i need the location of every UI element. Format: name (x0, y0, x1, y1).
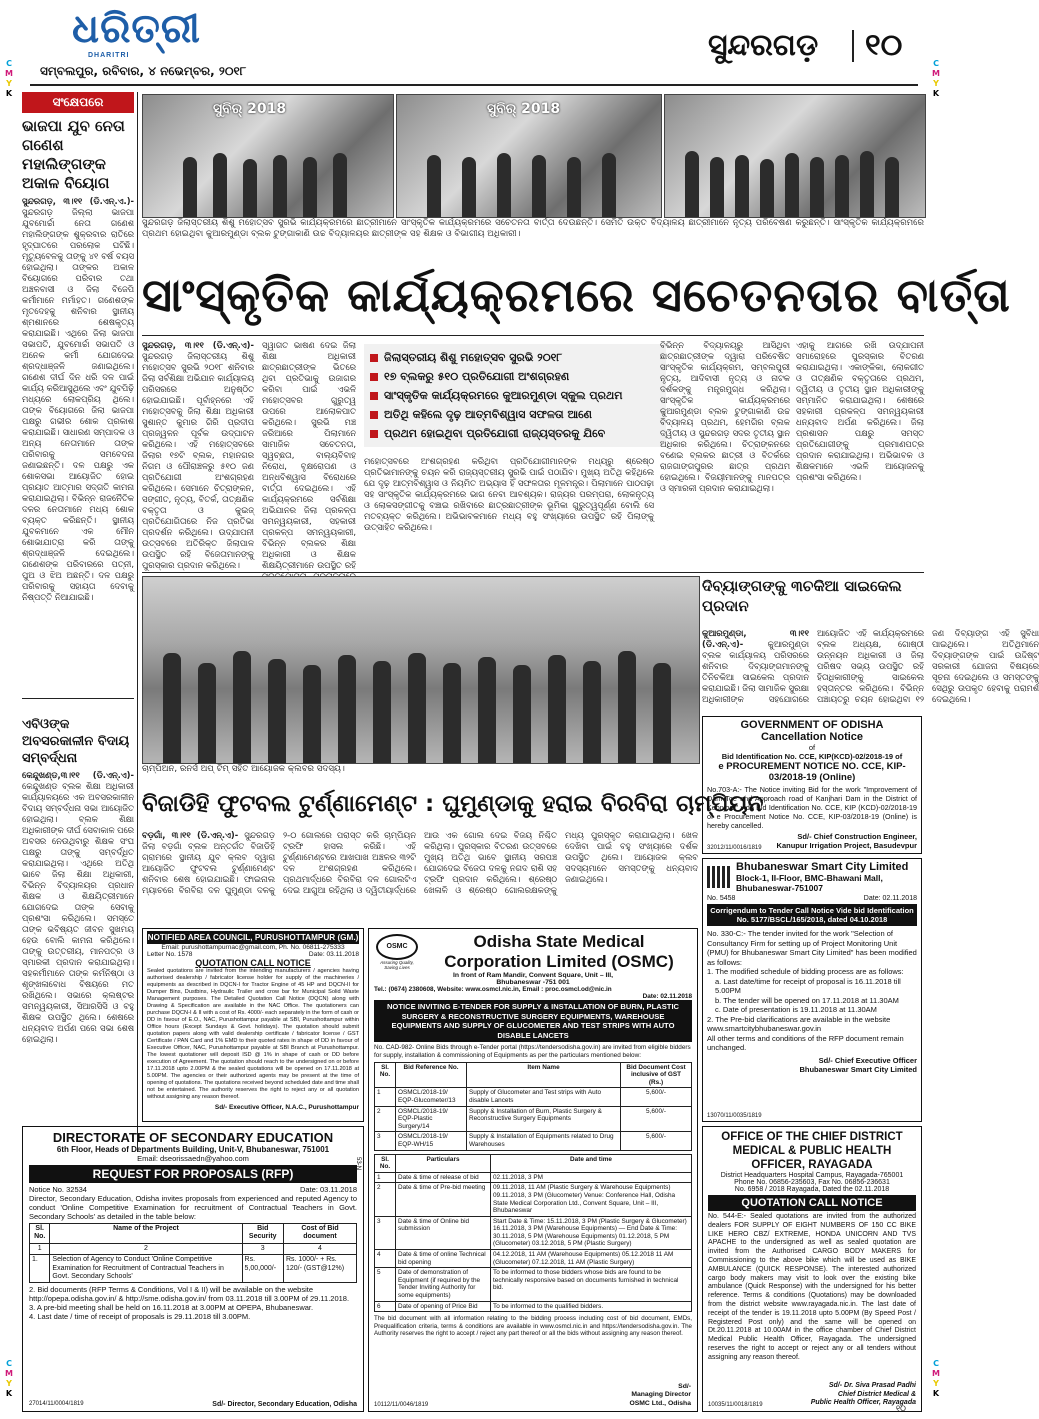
cdmo-signature: Sd/- Dr. Siva Prasad Padhi (828, 1382, 916, 1390)
osmc-items-table (374, 1062, 692, 1151)
cycle-text: କୁଆରମୁଣ୍ଡା ବ୍ଲକ କାର୍ଯ୍ୟାଳୟ ପରିସରରେ ଶନିବାର ଦିବ୍ୟାଙ୍ଗମାନଙ୍କୁ ତିନିଚକିଆ ସାଇକେଲ ପ୍ରଦାନ କରାଯାଇଛି। ଜିଲା ସାମାଜିକ ସୁରକ୍ଷା ଅଧିକାରୀଙ୍କ ସହଯୋଗରେ ଆୟୋଜିତ ଏହି କାର୍ଯ୍ୟକ୍ରମରେ ବ୍ଲକ ଅଧ୍ୟକ୍ଷ, ଗୋଷ୍ଠୀ ଉନ୍ନୟନ ଅଧିକାରୀ ଓ ଜିଲା ପରିଷଦ ସଭ୍ୟ ଉପସ୍ଥିତ ରହି ହିତାଧିକାରୀଙ୍କୁ ସାଇକେଲ ହସ୍ତାନ୍ତର କରିଥିଲେ। ବିଭିନ୍ନ ପଞ୍ଚାୟତରୁ ଚୟନ ହୋଇଥିବା ୧୨ ଜଣ ଦିବ୍ୟାଙ୍ଗ ଏହି ସୁବିଧା ପାଇଥିଲେ। ଅତିଥିମାନେ ଦିବ୍ୟାଙ୍ଗଙ୍କ ପାଇଁ ଉଦ୍ଦିଷ୍ଟ ସରକାରୀ ଯୋଜନା ବିଷୟରେ ସୂଚନା ଦେଇଥିଲେ ଓ ସମସ୍ତଙ୍କୁ ସେଥିରୁ ଉପକୃତ ହେବାକୁ ପରାମର୍ଶ ଦେଇଥିଲେ। (702, 628, 1039, 704)
osmc-cell: 1 (375, 1088, 396, 1106)
dse-colnum: 4 (283, 1243, 356, 1254)
brief-tag: ସଂକ୍ଷେପରେ (22, 92, 134, 113)
reg-k-left: K (5, 89, 13, 98)
osmc-title-2: Corporation Limited (OSMC) (444, 952, 674, 971)
brief-story2-dateline: କେନ୍ଦୁଖଣ୍ଡ,୩।୧୧ (ଡି.ଏନ୍.ଏ)- (22, 770, 134, 780)
reg-y-bottom-right: Y (933, 1379, 939, 1388)
brief-column (22, 92, 134, 1152)
dse-colnum: 2 (50, 1243, 242, 1254)
smart-city-addr-2: Bhubaneswar-751007 (736, 883, 823, 893)
osmc-schedule-row (375, 1250, 692, 1268)
osmc-th: Bid Reference No. (396, 1062, 467, 1088)
lead-col-5: ବିଭିନ୍ନ ବିଦ୍ୟାଳୟରୁ ଆସିଥିବା ଛାତ୍ରଛାତ୍ରୀଙ୍କ ଦ୍ୱାରା ପରିବେଷିତ ସାଂସ୍କୃତିକ କାର୍ଯ୍ୟକ୍ରମ, ସମ୍ବଲପୁରୀ ନୃତ୍ୟ, ଆଦିବାସୀ ନୃତ୍ୟ ଓ ନାଟକ ଦର୍ଶକଙ୍କୁ ମନ୍ତ୍ରମୁଗ୍ଧ କରିଥିଲା। ସାଂସ୍କୃତିକ କାର୍ଯ୍ୟକ୍ରମରେ କୁଆରମୁଣ୍ଡା ବ୍ଲକ ଟୁଙ୍ଗାକାଣି ଉଚ୍ଚ ବିଦ୍ୟାଳୟ ପ୍ରଥମ, ହେମଗିର ବ୍ଲକ ଦ୍ୱିତୀୟ ଓ ସୁନ୍ଦରଗଡ଼ ସଦର ତୃତୀୟ ସ୍ଥାନ ଅଧିକାର କରିଥିଲେ। ଚିତ୍ରାଙ୍କନରେ ବଣେଇ ବ୍ଲକର ଛାତ୍ରୀ ଓ ବିତର୍କରେ ରାଜଗାଙ୍ଗପୁରର ଛାତ୍ର ପ୍ରଥମ ହୋଇଥିଲେ। ବିଜୟୀମାନଙ୍କୁ ମାନପତ୍ର ଓ ସ୍ମାରକୀ ପ୍ରଦାନ କରାଯାଇଥିଲା। (660, 340, 790, 493)
ad-secondary-education (22, 1126, 364, 1412)
cycle-body (702, 628, 1039, 714)
lead-highlights (364, 344, 666, 447)
ad-osmc (368, 928, 698, 1412)
dse-code: 27014/11/0004/1819 (29, 1401, 84, 1407)
dse-cell: Rs. 5,00,000/- (242, 1255, 283, 1283)
dse-signature: Sd/- Director, Secondary Education, Odisha (212, 1401, 357, 1408)
cdmo-title: OFFICE OF THE CHIEF DISTRICT MEDICAL & PUBLIC HEALTH OFFICER, RAYAGADA (721, 1131, 903, 1171)
football-headline: ବିଜାଡିହି ଫୁଟବଲ ଟୁର୍ଣ୍ଣାମେଣ୍ଟ : ଘୁମୁଣ୍ଡାକୁ ହରାଇ ବିରବିରା ଚାମ୍ପିୟନ (142, 791, 764, 817)
osmc-cell: 3 (375, 1216, 396, 1249)
dse-point: 2. Bid documents (RFP Terms & Conditions, Vol I & II) will be available on the website http://opepa.odisha.gov.in/ & http://sme.odisha.gov.in/ from 03.11.2018 till 3.00PM of 29.11.2018. (29, 1285, 350, 1304)
osmc-th: Particulars (396, 1154, 491, 1172)
osmc-th: Bid Document Cost inclusive of GST (Rs.) (621, 1062, 692, 1088)
cancel-body: No.703-A:- The Notice inviting Bid for the work "Improvement of Dam Toe and Approach road of Kanjhari Dam in the District of Keonjhar" vide Bid Identification No. CCE, KIP (KCD)-02/2018-19 of e Procurement Notice No. CCE, KIP-03/2018-19 (Online) is hereby cancelled. (707, 785, 917, 830)
smart-city-addr-1: Block-1, II-Floor, BMC-Bhawani Mall, (736, 873, 883, 883)
osmc-item-row (375, 1106, 692, 1132)
cancel-title: GOVERNMENT OF ODISHA (740, 719, 884, 731)
cdmo-signature-3: Public Health Officer, Rayagada (810, 1399, 916, 1407)
osmc-cell: Date & time of online Technical bid opening (396, 1250, 491, 1268)
nac-notice-title: QUOTATION CALL NOTICE (195, 958, 311, 968)
cancel-signature: Sd/- Chief Construction Engineer, (797, 832, 917, 841)
football-dateline: ବଡ଼ଗାଁ, ୩।୧୧ (ଡି.ଏନ୍.ଏ)- (142, 830, 239, 840)
smart-city-item: a. Last date/time for receipt of proposal is 16.11.2018 till 5.00PM (715, 976, 901, 995)
top-photo-caption: ସୁନ୍ଦରଗଡ଼ ଜିଲାସ୍ତରୀୟ ଶିଶୁ ମହୋତ୍ସବ ସୁରଭି କାର୍ଯ୍ୟକ୍ରମରେ ଛାତ୍ରୀମାନେ ସାଂସ୍କୃତିକ କାର୍ଯ୍ୟକ୍ରମରେ ସଚେତନତା ବାର୍ତ୍ତା ଦେଉଛନ୍ତି। ସେମିତି ଉକ୍ତ ବିଦ୍ୟାଳୟ ଛାତ୍ରୀମାନେ ନୃତ୍ୟ ପରିବେଷଣ କରୁଛନ୍ତି। ସାଂସ୍କୃତିକ କାର୍ଯ୍ୟକ୍ରମରେ ପ୍ରଥମ ହୋଇଥିବା କୁଆରମୁଣ୍ଡା ବ୍ଲକ ଟୁଙ୍ଗାକାଣି ଉଚ୍ଚ ବିଦ୍ୟାଳୟର ଛାତ୍ରୀଙ୍କ ସହ ଶିକ୍ଷକ ଓ ବିଭାଗୀୟ ଅଧିକାରୀ। (142, 218, 924, 239)
smart-city-no: No. 5458 (707, 895, 736, 902)
osmc-footer: The bid document with all information relating to the bidding process including cost of bid document, EMDs, Prequalification criteria, terms & conditions are available in www.osmcl.nic.in and https://tendersodisha.gov.in. The Authority reserves the right to accept / reject any part thereof or all the bids without assigning any reason thereof. (374, 1315, 692, 1338)
smart-city-item: 2. The Pre-bid clarifications are available in the website www.smartcitybhubaneswar.gov.in (707, 1014, 891, 1033)
osmc-cell: 5,600/- (621, 1088, 692, 1106)
page-number: ୧୦ (865, 28, 903, 63)
smart-city-item: 1. The modified schedule of bidding process are as follows: (707, 967, 904, 976)
osmc-cell: 4 (375, 1250, 396, 1268)
brief-column-rule (137, 92, 138, 1152)
osmc-item-row (375, 1132, 692, 1150)
cancel-subtitle: Cancellation Notice (760, 731, 864, 743)
osmc-cell: 3 (375, 1132, 396, 1150)
smart-city-item: c. Date of presentation is 19.11.2018 at 11.30AM (715, 1005, 877, 1014)
highlight-item (370, 405, 660, 424)
osmc-addr-1: In front of Ram Mandir, Convent Square, Unit – III, (452, 972, 614, 979)
osmc-cell: 02.11.2018, 3 PM (491, 1172, 692, 1183)
osmc-date: Date: 02.11.2018 (642, 993, 692, 1000)
reg-y-bottom-left: Y (6, 1379, 12, 1388)
osmc-cell: Date of opening of Price Bid (396, 1301, 491, 1312)
reg-y-left: Y (6, 79, 12, 88)
dse-cell: Selection of Agency to Conduct 'Online Competitive Examination for Recruitment of Contractual Teachers in Govt. Secondary Schools' (50, 1255, 242, 1283)
osmc-cell: Supply & Installation of Burn, Plastic Surgery & Reconstructive Surgery Equipments (467, 1106, 621, 1132)
dse-intro: Director, Secondary Education, Odisha invites proposals from experienced and reputed Agency to conduct 'Online Competitive Examination for recruitment of Contractual Teachers in Govt. Secondary Schools' as detailed in the table below: (29, 1194, 357, 1221)
osmc-cell: 2 (375, 1106, 396, 1132)
reg-m-left: M (5, 69, 13, 78)
cancel-of: of (808, 743, 816, 752)
reg-c-left: C (6, 59, 12, 68)
dse-rfp: REQUEST FOR PROPOSALS (RFP) (29, 1165, 357, 1183)
reg-c-right: C (933, 59, 939, 68)
cdmo-notice: QUOTATION CALL NOTICE (708, 1195, 916, 1211)
section-divider (852, 30, 854, 62)
masthead (0, 0, 945, 88)
brief-story1-dateline: ସୁନ୍ଦରଗଡ଼, ୩।୧୧ (ଡି.ଏନ୍.ଏ.)- (22, 196, 134, 206)
dse-th: Sl. No. (30, 1224, 50, 1244)
osmc-code: 10112/11/0046/1819 (374, 1402, 429, 1408)
nac-signature: Sd/- Executive Officer, N.A.C., Purushottampur (214, 1104, 359, 1111)
lead-col-1 (142, 340, 254, 570)
photo-dance-2 (396, 94, 662, 218)
brief-story1-body (22, 196, 134, 706)
cdmo-phone: Phone No. 06856-235603, Fax No. 06856-236631 (734, 1179, 890, 1186)
lead-headline-rule (142, 335, 924, 336)
ad-cdmo-rayagada (702, 1126, 922, 1412)
lead-dateline: ସୁନ୍ଦରଗଡ଼, ୩।୧୧ (ଡି.ଏନ୍.ଏ)- (142, 340, 254, 350)
cancel-code: 32012/11/0016/1819 (707, 845, 762, 851)
logo: ଧରିତ୍ରୀ (72, 6, 201, 51)
osmc-cell: Supply & Installation of Equipments related to Drug Warehouses (467, 1132, 621, 1150)
reg-c-bottom-right: C (933, 1359, 939, 1368)
osmc-cell: Date & time of Pre-bid meeting (396, 1183, 491, 1216)
osmc-cell: OSMCL/2018-19/ EQP-WH/15 (396, 1132, 467, 1150)
cycle-headline: ଦିବ୍ୟାଙ୍ଗଙ୍କୁ ୩ଚକିଆ ସାଇକେଲ ପ୍ରଦାନ (702, 577, 902, 615)
masthead-rule (30, 84, 918, 86)
reg-m-bottom-right: M (932, 1369, 940, 1378)
smart-city-logo-icon (707, 866, 731, 888)
dse-date: Date: 03.11.2018 (300, 1185, 357, 1194)
footer-page-code: ୧୦ (896, 1404, 906, 1413)
logo-sub: DHARITRI (88, 52, 130, 59)
reg-y-right: Y (933, 79, 939, 88)
osmc-cell: Date of demonstration of Equipment (if required by the Tender Inviting Authority for some equipments) (396, 1268, 491, 1301)
osmc-schedule-row (375, 1216, 692, 1249)
ad-smart-city (702, 858, 922, 1122)
osmc-signature-2: Managing Director (631, 1391, 691, 1399)
osmc-signature: Sd/- (678, 1382, 691, 1390)
osmc-cell: Date & time of release of bid (396, 1172, 491, 1183)
osmc-cell: 09.11.2018, 11 AM (Plastic Surgery & Warehouse Equipments) 09.11.2018, 3 PM (Glucometer) Venue: Conference Hall, Odisha State Medical Corporation Ltd., Convent Square, Unit – III, Bhubaneswar (491, 1183, 692, 1216)
osmc-cell: 5,600/- (621, 1106, 692, 1132)
osmc-schedule-row (375, 1301, 692, 1312)
cancel-proc-line: e PROCUREMENT NOTICE NO. CCE, KIP-03/2018-19 (Online) (718, 761, 906, 783)
brief-story2-text: କେନ୍ଦୁଖଣ୍ଡ ବ୍ଲକ ଶିକ୍ଷା ଅଧିକାରୀ କାର୍ଯ୍ୟାଳୟରେ ଏକ ଅବସରକାଳୀନ ବିଦାୟ ସମ୍ବର୍ଦ୍ଧନା ସଭା ଆୟୋଜିତ ହୋଇଥିଲା। ବ୍ଲକ ଶିକ୍ଷା ଅଧିକାରୀଙ୍କ ଦୀର୍ଘ ସେବାକାଳ ପରେ ଅବସର ନେଉଥିବାରୁ ଶିକ୍ଷକ ସଂଘ ପକ୍ଷରୁ ତାଙ୍କୁ ସମ୍ବର୍ଦ୍ଧିତ କରାଯାଇଥିଲା। ଏଥିରେ ଅତିଥି ଭାବେ ଜିଲା ଶିକ୍ଷା ଅଧିକାରୀ, ବିଭିନ୍ନ ବିଦ୍ୟାଳୟର ପ୍ରଧାନ ଶିକ୍ଷକ ଓ ଶିକ୍ଷୟିତ୍ରୀମାନେ ଯୋଗଦେଇ ତାଙ୍କ ସେବାକୁ ପ୍ରଶଂସା କରିଥିଲେ। ସମସ୍ତେ ତାଙ୍କ ଭବିଷ୍ୟତ ଜୀବନ ସୁଖମୟ ହେଉ ବୋଲି କାମନା କରିଥିଲେ। ତାଙ୍କୁ ଉତ୍ତରୀୟ, ମାନପତ୍ର ଓ ସ୍ମାରକୀ ପ୍ରଦାନ କରାଯାଇଥିଲା। ସହକର୍ମୀମାନେ ତାଙ୍କ କର୍ମନିଷ୍ଠା ଓ ଶୃଙ୍ଖଳାବୋଧ ବିଷୟରେ ମତ ରଖିଥିଲେ। ସଭାରେ କ୍ଲଷ୍ଟର ସମନ୍ୱୟକାରୀ, ସିଆରସିସି ଓ ବହୁ ଶିକ୍ଷକ ଉପସ୍ଥିତ ଥିଲେ। ଶେଷରେ ଧନ୍ୟବାଦ ଅର୍ପଣ ପରେ ସଭା ଶେଷ ହୋଇଥିଲା। (22, 781, 134, 1044)
highlight-item (370, 367, 660, 386)
highlight-text: ଜିଲାସ୍ତରୀୟ ଶିଶୁ ମହୋତ୍ସବ ସୁରଭି ୨୦୧୮ (384, 351, 563, 364)
cancel-signature-2: Kanupur Irrigation Project, Basudevpur (776, 841, 917, 850)
highlight-item (370, 386, 660, 405)
brief-story2-headline: ଏବିଓଙ୍କ ଅବସରକାଳୀନ ବିଦାୟ ସମ୍ବର୍ଦ୍ଧନା (22, 717, 130, 766)
dse-colnum: 3 (242, 1243, 283, 1254)
osmc-contact: Tel.: (0674) 2380608, Website: www.osmcl.nic.in, Email : proc.osmcl.od@nic.in (374, 986, 612, 993)
osmc-cell: Supply of Glucometer and Test strips with Auto disable Lancets (467, 1088, 621, 1106)
lead-col-4: ମହୋତ୍ସବରେ ଅଂଶଗ୍ରହଣ କରିଥିବା ପ୍ରତିଯୋଗୀମାନଙ୍କ ମଧ୍ୟରୁ ଶ୍ରେଷ୍ଠ ପ୍ରତିଭାମାନଙ୍କୁ ଚୟନ କରି ରାଜ୍ୟସ୍ତରୀୟ ସୁରଭି ପାଇଁ ପଠାଯିବ। ମୁଖ୍ୟ ଅତିଥି କହିଥିଲେ ଯେ ଦୃଢ଼ ଆତ୍ମବିଶ୍ୱାସ ଓ ନିୟମିତ ଅଭ୍ୟାସ ହିଁ ସଫଳତାର ମୂଳମନ୍ତ୍ର। ପିଲାମାନେ ପାଠପଢ଼ା ସହ ସାଂସ୍କୃତିକ କାର୍ଯ୍ୟକ୍ରମରେ ଭାଗ ନେବା ଆବଶ୍ୟକ। ରାଜ୍ୟର ପରମ୍ପରା, ଲୋକନୃତ୍ୟ ଓ ଲୋକସଙ୍ଗୀତକୁ ବଞ୍ଚାଇ ରଖିବାରେ ଛାତ୍ରଛାତ୍ରୀଙ୍କ ଭୂମିକା ଗୁରୁତ୍ୱପୂର୍ଣ୍ଣ ବୋଲି ସେ ମତବ୍ୟକ୍ତ କରିଥିଲେ। ଅଭିଭାବକମାନେ ମଧ୍ୟ ବହୁ ସଂଖ୍ୟାରେ ଉପସ୍ଥିତ ରହି ପିଲାଙ୍କୁ ଉତ୍ସାହିତ କରିଥିଲେ। (364, 456, 654, 532)
reg-k-bottom-right: K (932, 1389, 940, 1398)
osmc-th: Date and time (491, 1154, 692, 1172)
brief-story2-body (22, 770, 134, 1158)
dse-point: 3. A pre-bid meeting shall be held on 16.11.2018 at 3.00PM at OPEPA, Bhubaneswar. (29, 1303, 314, 1313)
osmc-th: Item Name (467, 1062, 621, 1088)
cdmo-body: No. 544-E:- Sealed quotations are invited from the authorized dealers FOR SUPPLY OF EIGHT NUMBERS OF 150 CC BIKE LIKE HERO CBZ/ EXTREME, HONDA UNICORN AND TVS APACHE to the undersigned as well as sealed quotation are invited from the Authorised CARGO BODY MAKERS for Commissioning to the above bike which will be used as BIKE AMBULANCE (QUICK RESPONSE). The interested authorized cargo body makers may visit to look over the existing bike ambulance (Quick Response) with the undersigned for his better reference. Terms & conditions (Quotations) may be downloaded from the district website www.rayagada.nic.in. The last date of receipt of the tender is 19.11.2018 upto 5.00PM (By Speed Post / Registered Post only) and the same will be opened on Dt.20.11.2018 at 10.00AM in the office chamber of Chief District Medical Public Health Officer, Rayagada. The undersigned reserves the right to accept or reject any or all tenders without assigning any reason thereof. (708, 1213, 916, 1361)
dse-th: Bid Security (242, 1224, 283, 1244)
dse-addr: 6th Floor, Heads of Departments Building, Unit-V, Bhubaneswar, 751001 (56, 1145, 330, 1154)
osmc-cell: 6 (375, 1301, 396, 1312)
osmc-schedule-table (374, 1154, 692, 1313)
dse-side-code: 53-N (355, 1157, 361, 1171)
osmc-cell: To be informed to the qualified bidders. (491, 1301, 692, 1312)
photo-banner: ସୁବିର୍ 2018 (213, 101, 287, 117)
osmc-cell: 2 (375, 1183, 396, 1216)
osmc-addr-2: Bhubaneswar -751 001 (496, 979, 570, 986)
smart-city-item: b. The tender will be opened on 17.11.2018 at 11.30AM (715, 995, 899, 1005)
lead-col-2: ସ୍ୱାଗତ ଭାଷଣ ଦେଇ ଜିଲା ଶିକ୍ଷା ଅଧିକାରୀ ଛାତ୍ରଛାତ୍ରୀଙ୍କ ଭିତରେ ଥିବା ପ୍ରତିଭାକୁ ଉଜାଗର କରିବା ପାଇଁ ଏଭଳି ମହୋତ୍ସବର ଗୁରୁତ୍ୱ ଉପରେ ଆଲୋକପାତ କରିଥିଲେ। ସୁରଭି ମଞ୍ଚ ଜରିଆରେ ପିଲାମାନେ ସାମାଜିକ ସଚେତନତା, ସ୍ୱଚ୍ଛତା, ବାଲ୍ୟବିବାହ ନିରୋଧ, ବୃକ୍ଷରୋପଣ ଓ ଅନ୍ଧବିଶ୍ୱାସ ବିରୋଧରେ ବାର୍ତ୍ତା ଦେଇଥିଲେ। ଏହି କାର୍ଯ୍ୟକ୍ରମରେ ସର୍ବଶିକ୍ଷା ଅଭିଯାନର ଜିଲା ପ୍ରକଳ୍ପ ସମନ୍ୱୟକାରୀ, ସହକାରୀ ପ୍ରକଳ୍ପ ସମନ୍ୱୟକାରୀ, ବିଭିନ୍ନ ବ୍ଲକର ଶିକ୍ଷା ଅଧିକାରୀ ଓ ଶିକ୍ଷକ ଶିକ୍ଷୟିତ୍ରୀମାନେ ଉପସ୍ଥିତ ରହି (262, 340, 356, 570)
reg-c-bottom-left: C (6, 1359, 12, 1368)
photo-banner-2: ସୁବିର୍ 2018 (487, 101, 561, 117)
osmc-th: Sl. No. (375, 1062, 396, 1088)
football-caption: ଚାମ୍ପିଅନ, ରନର୍ସ ଅପ୍ ଟିମ୍ ସହିତ ଆୟୋଜକ କ୍ଲବର ସଦସ୍ୟ। (142, 764, 345, 774)
smart-city-corrigendum: Corrigendum to Tender Call Notice Vide bid Identification No. 5177/BSCL/165/2018, dated 04.10.2018 (707, 904, 917, 926)
reg-k-bottom-left: K (5, 1389, 13, 1398)
ad-cancellation-notice (702, 716, 922, 854)
football-body (142, 830, 698, 922)
osmc-schedule-row (375, 1183, 692, 1216)
osmc-cell: Start Date & Time: 15.11.2018, 3 PM (Plastic Surgery & Glucometer) 16.11.2018, 3 PM (Warehouse Equipments) — End Date & Time: 30.11.2018, 5 PM (Warehouse Equipments) 01.12.2018, 5 PM (Glucometer) 03.12.2018, 5 PM (Plastic Surgery) (491, 1216, 692, 1249)
nac-email: Email: purushottampurnac@gmail.com, Ph. No. 06811-275333 (161, 944, 345, 951)
osmc-cell: 1 (375, 1172, 396, 1183)
osmc-th: Sl. No. (375, 1154, 396, 1172)
dateline: ସମ୍ବଲପୁର, ରବିବାର, ୪ ନଭେମ୍ବର, ୨୦୧୮ (40, 64, 247, 78)
football-text: ସୁନ୍ଦରଗଡ଼ ଜିଲା ବଡ଼ଗାଁ ବ୍ଲକ ଅନ୍ତର୍ଗତ ବିଜାଡିହି ଗ୍ରାମରେ ସ୍ଥାନୀୟ ଯୁବ କ୍ଲବ ଦ୍ୱାରା ଆୟୋଜିତ ଫୁଟବଲ ଟୁର୍ଣ୍ଣାମେଣ୍ଟ ଶନିବାର ଶେଷ ହୋଇଯାଇଛି। ଫାଇନାଲ ମ୍ୟାଚରେ ବିରବିରା ଦଳ ଘୁମୁଣ୍ଡା ଦଳକୁ ୨-୦ ଗୋଲରେ ପରାସ୍ତ କରି ଚାମ୍ପିୟନ ଟ୍ରଫି ହାସଲ କରିଛି। ଏହି ଟୁର୍ଣ୍ଣାମେଣ୍ଟରେ ଆଖପାଖ ଅଞ୍ଚଳର ୩୨ଟି ଦଳ ଅଂଶଗ୍ରହଣ କରିଥିଲେ। ପ୍ରଥମାର୍ଦ୍ଧରେ ବିରବିରା ଦଳ ଗୋଲଟିଏ ଦେଇ ଆଗୁଆ ରହିଥିଲା ଓ ଦ୍ୱିତୀୟାର୍ଦ୍ଧରେ ଆଉ ଏକ ଗୋଲ ଦେଇ ବିଜୟ ନିଶ୍ଚିତ କରିଥିଲା। ପୁରସ୍କାର ବିତରଣ ଉତ୍ସବରେ ମୁଖ୍ୟ ଅତିଥି ଭାବେ ସ୍ଥାନୀୟ ସରପଞ୍ଚ ଯୋଗଦେଇ ବିଜେତା ଦଳକୁ ନଗଦ ରାଶି ସହ ଟ୍ରଫି ପ୍ରଦାନ କରିଥିଲେ। ଶ୍ରେଷ୍ଠ ଖେଳାଳି ଓ ଶ୍ରେଷ୍ଠ ଗୋଲରକ୍ଷକଙ୍କୁ ମଧ୍ୟ ପୁରସ୍କୃତ କରାଯାଇଥିଲା। ଖେଳ ଦେଖିବା ପାଇଁ ବହୁ ସଂଖ୍ୟାରେ ଦର୍ଶକ ଉପସ୍ଥିତ ଥିଲେ। ଆୟୋଜକ କ୍ଲବ ସଦସ୍ୟମାନେ ସମସ୍ତଙ୍କୁ ଧନ୍ୟବାଦ ଜଣାଇଥିଲେ। (142, 830, 698, 895)
smart-city-date: Date: 02.11.2018 (863, 895, 917, 902)
dse-table (29, 1223, 357, 1283)
smart-city-code: 13070/11/0035/1819 (707, 1113, 762, 1119)
nac-body: Sealed quotations are invited from the intending manufacturers / agencies having authorised dealership / fabricator license holder for supply of the machineries / equipments as described in DQCN-I for Tractor Engine of 45 HP and DQCN-II for Dumper Bins, Dustbins, Hydraulic Trailer and crow bar for Municipal Solid Waste Management purposes. The Detailed Quotation Call Notice (DQCN) along with Drawing & Specification are available in the NAC Office. The quotationers can purchase DQCN-I & II with a cost of Rs. 4000/- each separately in the form of cash or DD in favour of E.O., NAC, Purushottampur payable at SBI, Purushottampur within Office hours (Except Sundays & Govt. holidays). The quotation should submit quotation papers along with valid dealership certificate / fabricator license / GST Certificate / PAN Card and 1% EMD to their quoted rates in shape of DD in favour of Executive Officer, NAC, Purushottampur payable at SBI Branch at Purushottampur. The lowest quotationer will deposit ISD @ 1% in shape of cash or DD before execution of Agreement. The quotation should reach to the undersigned on or before 17.11.2018 upto 2.00PM & the sealed quotations will be opened on 17.11.2018 at 5.00PM. The agencies or their authorized agents may be present at the time of opening of quotations. The quotations received beyond scheduled date and time shall not be entertained. The authority reserves the right to reject any or all quotation without assigning any reason thereof. (147, 968, 359, 1100)
cdmo-no: No. 6958 / 2018 Rayagada, Dated the 02.11.2018 (734, 1186, 890, 1193)
smart-city-signature-2: Bhubaneswar Smart City Limited (799, 1064, 917, 1074)
cdmo-signature-2: Chief District Medical & (837, 1390, 916, 1398)
lead-bottom-rule (142, 572, 924, 573)
cancel-bid-line: Bid Identification No. CCE, KIP(KCD)-02/2018-19 of (721, 752, 903, 761)
highlight-item (370, 424, 660, 443)
highlight-item (370, 348, 660, 367)
osmc-logo-tag: Assuring Quality, Saving Lives (380, 960, 414, 970)
cdmo-code: 10035/11/0018/1819 (708, 1402, 763, 1408)
cdmo-addr: District Headquarters Hospital Campus, Rayagada-765001 (720, 1172, 904, 1179)
photo-dance-1 (142, 94, 394, 218)
osmc-cell: 5,600/- (621, 1132, 692, 1150)
osmc-cell: 5 (375, 1268, 396, 1301)
brief-divider (22, 698, 134, 699)
brief-story1-text: ସୁନ୍ଦରଗଡ଼ ଜିଲ୍ଲା ଭାଜପା ଯୁବମୋର୍ଚ୍ଚା ନେତା ଗଣେଶ ମହାଲିଙ୍ଗଙ୍କ ଶୁକ୍ରବାର ରାତିରେ ହୃଦ୍‌ଘାତରେ ପରଲୋକ ଘଟିଛି। ମୃତ୍ୟୁବେଳକୁ ତାଙ୍କୁ ୪୧ ବର୍ଷ ବୟସ ହୋଇଥିଲା। ତାଙ୍କର ଅକାଳ ବିୟୋଗରେ ପରିବାର ତଥା ଅଞ୍ଚଳବାସୀ ଓ ଜିଲା ବିଜେପି କର୍ମୀମାନେ ମର୍ମାହତ। ଗଣେଶଙ୍କ ମୃତଦେହକୁ ଶନିବାର ସ୍ଥାନୀୟ ଶ୍ମଶାନରେ ଶେଷକୃତ୍ୟ କରାଯାଇଛି। ଏଥିରେ ଜିଲା ଭାଜପା ସଭାପତି, ଯୁବମୋର୍ଚ୍ଚା ସଭାପତି ଓ ଅନେକ କର୍ମୀ ଯୋଗଦେଇ ଶ୍ରଦ୍ଧାଞ୍ଜଳି ଜଣାଇଥିଲେ। ଗଣେଶ ଦୀର୍ଘ ଦିନ ଧରି ଦଳ ପାଇଁ କାର୍ଯ୍ୟ କରିଆସୁଥିଲେ ଏବଂ ଯୁବପିଢ଼ି ମଧ୍ୟରେ ଲୋକପ୍ରିୟ ଥିଲେ। ତାଙ୍କ ବିୟୋଗରେ ଜିଲା ଭାଜପା ପକ୍ଷରୁ ଗଭୀର ଶୋକ ପ୍ରକାଶ କରାଯାଇଛି। ସାଧାରଣ ସମ୍ପାଦକ ଓ ଅନ୍ୟ ନେତାମାନେ ତାଙ୍କ ପରିବାରକୁ ସମବେଦନା ଜଣାଇଛନ୍ତି। ଦଳ ପକ୍ଷରୁ ଏକ ଶୋକସଭା ଆୟୋଜିତ ହୋଇ ପ୍ରୟାତ ଆତ୍ମାର ସଦ୍‌ଗତି କାମନା କରାଯାଇଥିଲା। ବିଭିନ୍ନ ରାଜନୈତିକ ଦଳର ନେତାମାନେ ମଧ୍ୟ ଶୋକ ବ୍ୟକ୍ତ କରିଛନ୍ତି। ସ୍ଥାନୀୟ ଯୁବକମାନେ ଏକ ମୌନ ଶୋଭାଯାତ୍ରା କରି ତାଙ୍କୁ ଶ୍ରଦ୍ଧାଞ୍ଜଳି ଦେଇଥିଲେ। ଗଣେଶଙ୍କ ପରିବାରରେ ପତ୍ନୀ, ପୁଅ ଓ ଝିଅ ଅଛନ୍ତି। ଦଳ ପକ୍ଷରୁ ପରିବାରକୁ ସହାୟତା ଦେବାକୁ ନିଷ୍ପତ୍ତି ନିଆଯାଇଛି। (22, 207, 134, 602)
osmc-signature-3: OSMC Ltd., Odisha (629, 1399, 691, 1407)
smart-city-org: Bhubaneswar Smart City Limited (736, 861, 909, 873)
highlight-text: ପ୍ରଥମ ହୋଇଥିବା ପ୍ରତିଯୋଗୀ ରାଜ୍ୟସ୍ତରକୁ ଯିବେ (384, 427, 606, 440)
reg-m-right: M (932, 69, 940, 78)
dse-th: Cost of Bid document (283, 1224, 356, 1244)
osmc-cell: OSMCL/2018-19/ EQP-Glucometer/13 (396, 1088, 467, 1106)
osmc-logo (374, 934, 420, 970)
osmc-banner: NOTICE INVITING E-TENDER FOR SUPPLY & INSTALLATION OF BURN, PLASTIC SURGERY & RECONSTRUCTIVE SURGERY EQUIPMENTS, WAREHOUSE EQUIPMENTS AND SUPPLY OF GLUCOMETER AND TEST STRIPS WITH AUTO DISABLE LANCETS (374, 1000, 692, 1042)
dse-cell: 1. (30, 1255, 50, 1283)
highlight-text: ୧୭ ବ୍ଲକରୁ ୫୧୦ ପ୍ରତିଯୋଗୀ ଅଂଶଗ୍ରହଣ (384, 370, 570, 383)
smart-city-body: No. 330-C:- The tender invited for the work "Selection of Consultancy Firm for setting up of Project Monitoring Unit (PMU) for Bhubaneswar Smart City Limited" has been modified as follows: (707, 929, 917, 967)
osmc-title-1: Odisha State Medical (473, 932, 645, 951)
osmc-cell: 04.12.2018, 11 AM (Warehouse Equipments) 05.12.2018 11 AM (Glucometer) 07.12.2018, 11 AM (Plastic Surgery) (491, 1250, 692, 1268)
lead-headline: ସାଂସ୍କୃତିକ କାର୍ଯ୍ୟକ୍ରମରେ ସଚେତନତାର ବାର୍ତ୍ତା (142, 268, 1011, 322)
lead-col-6: ଏହାକୁ ଆଗରେ ରଖି ଉଦ୍‌ଯାପନୀ ସମାରୋହରେ ପୁରସ୍କାର ବିତରଣ କରାଯାଇଥିଲା। ଏକାଙ୍କିକା, ଲୋକଗୀତ ଓ ତାତ୍କ୍ଷଣିକ ବକ୍ତୃତାରେ ପ୍ରଥମ, ଦ୍ୱିତୀୟ ଓ ତୃତୀୟ ସ୍ଥାନ ଅଧିକାରୀଙ୍କୁ ସମ୍ମାନିତ କରାଯାଇଥିଲା। ଶେଷରେ ସହକାରୀ ପ୍ରକଳ୍ପ ସମନ୍ୱୟକାରୀ ଧନ୍ୟବାଦ ଅର୍ପଣ କରିଥିଲେ। ଜିଲା ପ୍ରଶାସନ ପକ୍ଷରୁ ସମସ୍ତ ପ୍ରତିଯୋଗୀଙ୍କୁ ପ୍ରମାଣପତ୍ର ପ୍ରଦାନ କରାଯାଇଥିଲା। ଅଭିଭାବକ ଓ ଶିକ୍ଷକମାନେ ଏଭଳି ଆୟୋଜନକୁ ପ୍ରଶଂସା କରିଥିଲେ। (796, 340, 924, 482)
osmc-cell: Date & time of Online bid submission (396, 1216, 491, 1249)
osmc-schedule-row (375, 1268, 692, 1301)
photo-football-team (142, 576, 700, 764)
nac-date: Date: 03.11.2018 (308, 951, 359, 958)
reg-k-right: K (932, 89, 940, 98)
dse-notice-no: Notice No. 32534 (29, 1185, 87, 1194)
nac-title: NOTIFIED AREA COUNCIL, PURUSHOTTAMPUR (GM.) (147, 933, 359, 942)
osmc-item-row (375, 1088, 692, 1106)
dse-cell: Rs. 1000/- + Rs. 120/- (GST@12%) (283, 1255, 356, 1283)
dse-colnum: 1 (30, 1243, 50, 1254)
section-title: ସୁନ୍ଦରଗଡ଼ (708, 28, 819, 63)
smart-city-item: All other terms and conditions of the RFP document remain unchanged. (707, 1033, 904, 1052)
highlight-text: ଅତିଥି କହିଲେ ଦୃଢ଼ ଆତ୍ମବିଶ୍ୱାସ ସଫଳତା ଆଣେ (384, 408, 592, 421)
osmc-cell: To be informed to those bidders whose bids are found to be technically responsive based on documents furnished in technical bid. (491, 1268, 692, 1301)
cycle-dateline: କୁଆରମୁଣ୍ଡା, ୩।୧୧ (ଡି.ଏନ୍.ଏ)- (702, 628, 809, 649)
highlight-text: ସାଂସ୍କୃତିକ କାର୍ଯ୍ୟକ୍ରମରେ କୁଆରମୁଣ୍ଡା ସ୍କୁଲ ପ୍ରଥମ (384, 389, 623, 402)
osmc-schedule-row (375, 1172, 692, 1183)
dse-th: Name of the Project (50, 1224, 242, 1244)
osmc-cell: OSMCL/2018-19/ EQP-Plastic Surgery/14 (396, 1106, 467, 1132)
dse-title: DIRECTORATE OF SECONDARY EDUCATION (52, 1130, 334, 1145)
smart-city-signature: Sd/- Chief Executive Officer (818, 1055, 917, 1065)
brief-story1-headline: ଭାଜପା ଯୁବ ନେତା ଗଣେଶ ମହାଲିଙ୍ଗଙ୍କ ଅକାଳ ବିୟୋଗ (22, 117, 125, 192)
osmc-intro: No. CAD-982- Online Bids through e-Tender portal (https://tendersodisha.gov.in) are invited from eligible bidders for supply, installation & commissioning of Equipments as per the particulars mentioned below: (374, 1044, 691, 1059)
osmc-logo-icon: OSMC (376, 934, 418, 960)
nac-letter: Letter No. 1578 (147, 951, 193, 958)
dse-email: Email: dseorissaedn@yahoo.com (137, 1154, 249, 1163)
lead-col-1-text: ସୁନ୍ଦରଗଡ଼ ଜିଲାସ୍ତରୀୟ ଶିଶୁ ମହୋତ୍ସବ ସୁରଭି ୨୦୧୮ ଶନିବାର ଜିଲା ସର୍ବଶିକ୍ଷା ଅଭିଯାନ କାର୍ଯ୍ୟାଳୟ ପରିସରରେ ଅନୁଷ୍ଠିତ ହୋଇଯାଇଛି। ପୂର୍ବାହ୍ନରେ ଏହି ମହୋତ୍ସବକୁ ଜିଲା ଶିକ୍ଷା ଅଧିକାରୀ ସୁଶାନ୍ତ କୁମାର ଗିରି ପ୍ରଦୀପ ପ୍ରଜ୍ୱଳନ ପୂର୍ବକ ଉଦ୍‌ଘାଟନ କରିଥିଲେ। ଏହି ମହୋତ୍ସବରେ ଜିଲାର ୧୭ଟି ବ୍ଲକ, ମହାନଗର ନିଗମ ଓ ପୌରାଞ୍ଚଳରୁ ୫୧୦ ଜଣ ପ୍ରତିଯୋଗୀ ଅଂଶଗ୍ରହଣ କରିଥିଲେ। ସେମାନେ ଚିତ୍ରାଙ୍କନ, ସଙ୍ଗୀତ, ନୃତ୍ୟ, ବିତର୍କ, ତାତ୍କ୍ଷଣିକ ବକ୍ତୃତା ଓ କୁଇଜ୍ ପ୍ରତିଯୋଗିତାରେ ନିଜ ପ୍ରତିଭା ପ୍ରଦର୍ଶନ କରିଥିଲେ। ଉଦ୍‌ଯାପନୀ ଉତ୍ସବରେ ଅତିରିକ୍ତ ଜିଲାପାଳ ଉପସ୍ଥିତ ରହି ବିଜେତାମାନଙ୍କୁ ପୁରସ୍କାର ପ୍ରଦାନ କରିଥିଲେ। (142, 351, 254, 570)
dse-point: 4. Last date / time of receipt of proposals is 29.11.2018 till 3.00PM. (29, 1312, 251, 1322)
reg-m-bottom-left: M (5, 1369, 13, 1378)
photo-winners (664, 94, 926, 218)
ad-nac-purushottampur (142, 928, 364, 1122)
